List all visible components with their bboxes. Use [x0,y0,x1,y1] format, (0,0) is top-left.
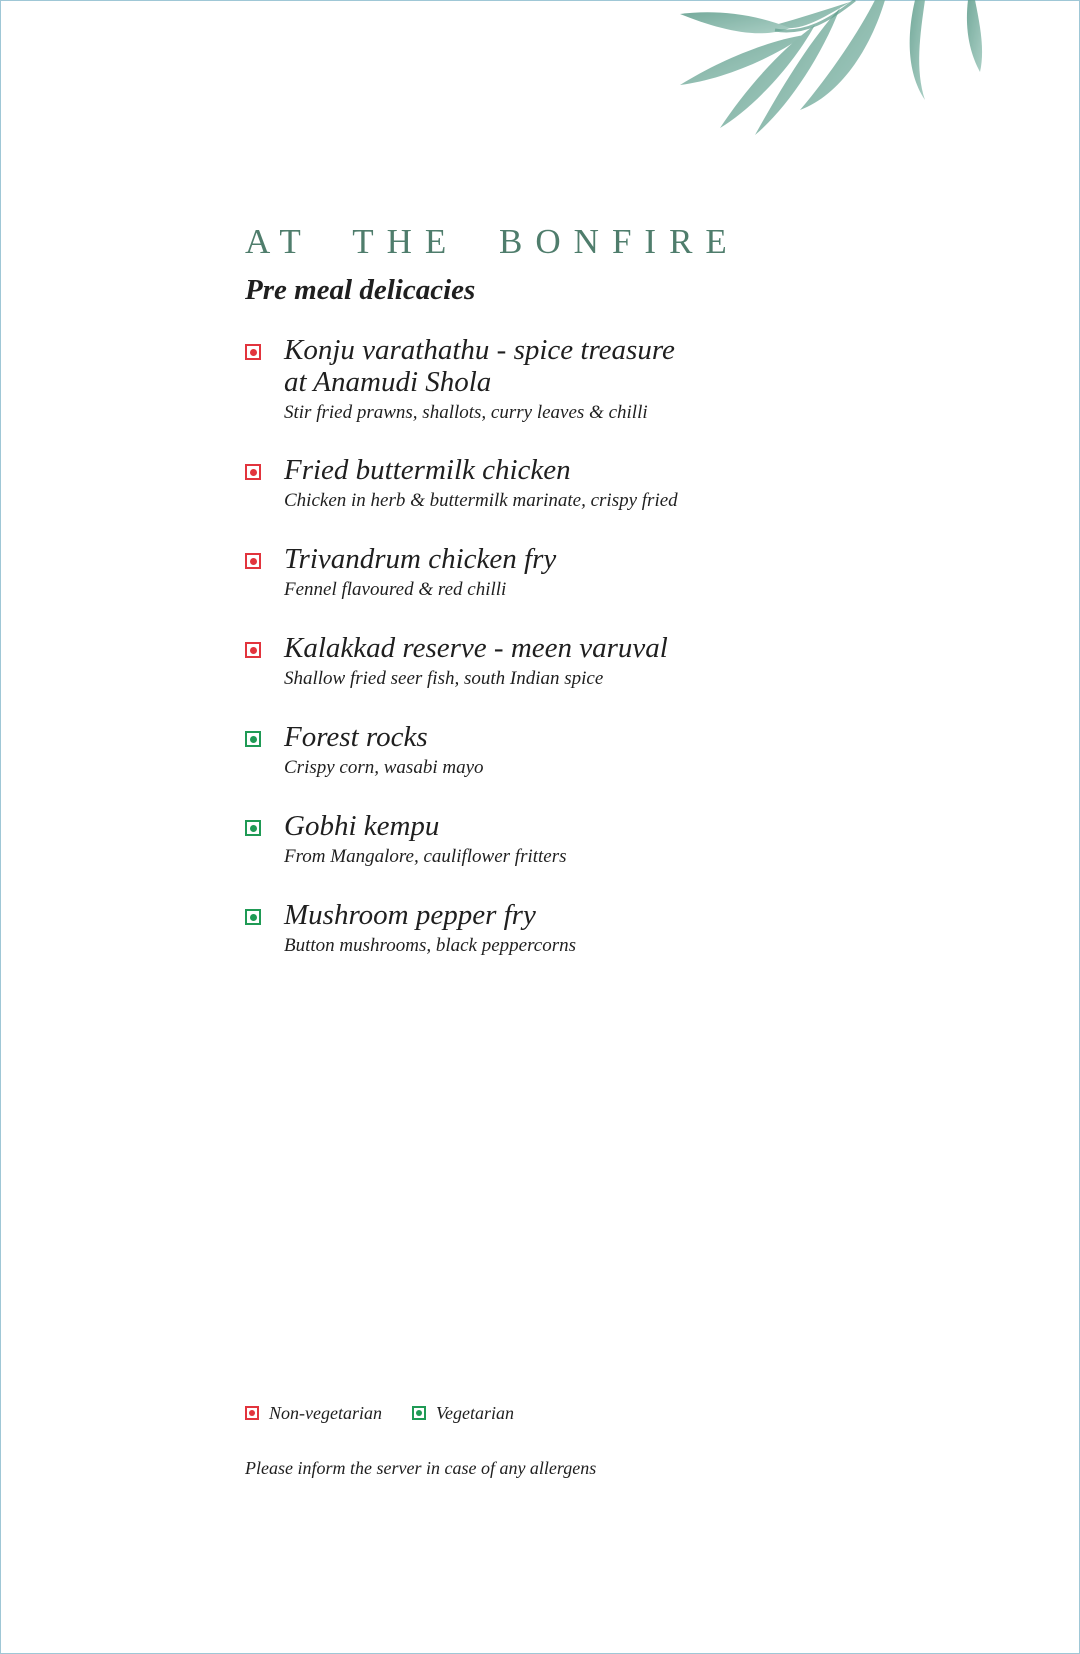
item-name: Mushroom pepper fry [284,899,536,931]
non-veg-marker-icon [245,642,261,658]
item-name: Konju varathathu - spice treasure at Anamudi Shola [284,334,675,398]
section-subtitle: Pre meal delicacies [245,274,476,306]
veg-marker-icon [245,820,261,836]
legend-veg-label: Vegetarian [436,1403,514,1423]
item-description: Shallow fried seer fish, south Indian spice [284,668,604,689]
item-name: Fried buttermilk chicken [284,454,571,486]
item-description: Chicken in herb & buttermilk marinate, crispy fried [284,490,678,511]
item-name: Gobhi kempu [284,810,440,842]
item-name: Kalakkad reserve - meen varuval [284,632,668,664]
item-name: Forest rocks [284,721,428,753]
veg-marker-icon [412,1406,426,1420]
item-name: Trivandrum chicken fry [284,543,557,575]
veg-marker-icon [245,731,261,747]
leaf-branch-icon [680,0,1020,140]
item-description: Button mushrooms, black peppercorns [284,935,577,956]
item-description: Crispy corn, wasabi mayo [284,757,484,778]
non-veg-marker-icon [245,464,261,480]
item-description: Stir fried prawns, shallots, curry leaves & chilli [284,402,648,423]
section-title: AT THE BONFIRE [245,222,740,261]
allergen-note: Please inform the server in case of any allergens [245,1458,597,1478]
veg-marker-icon [245,909,261,925]
item-description: Fennel flavoured & red chilli [284,579,507,600]
non-veg-marker-icon [245,1406,259,1420]
legend-non-veg-label: Non-vegetarian [269,1403,382,1423]
non-veg-marker-icon [245,344,261,360]
non-veg-marker-icon [245,553,261,569]
item-description: From Mangalore, cauliflower fritters [284,846,567,867]
